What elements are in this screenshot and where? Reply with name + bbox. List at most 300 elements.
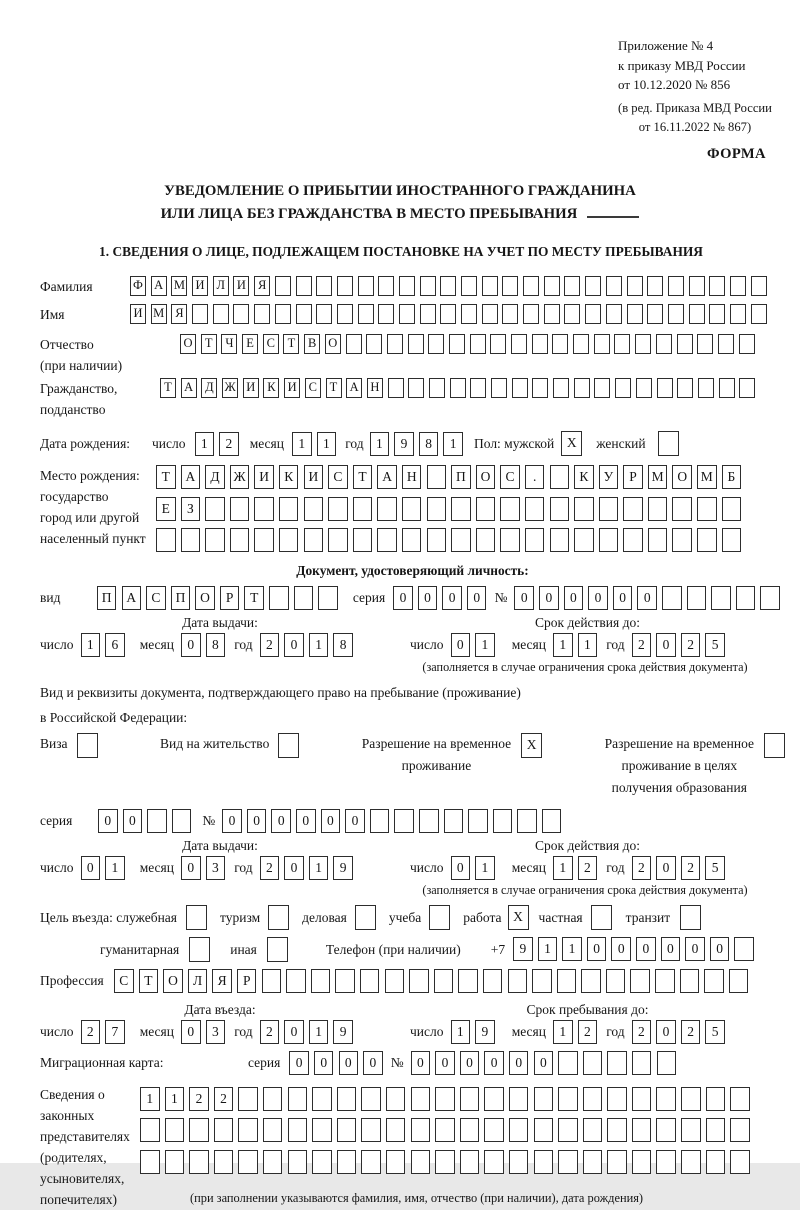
- char-cell[interactable]: [647, 276, 663, 296]
- char-cell[interactable]: [192, 304, 208, 324]
- char-cell[interactable]: Д: [201, 378, 217, 398]
- char-cell[interactable]: [165, 1118, 185, 1142]
- char-cell[interactable]: [370, 809, 390, 833]
- char-cell[interactable]: [632, 1150, 652, 1174]
- char-cell[interactable]: [427, 465, 447, 489]
- char-cell[interactable]: [165, 1150, 185, 1174]
- char-cell[interactable]: 0: [271, 809, 291, 833]
- char-cell[interactable]: [599, 497, 619, 521]
- char-cell[interactable]: 0: [314, 1051, 334, 1075]
- char-cell[interactable]: А: [346, 378, 362, 398]
- char-cell[interactable]: [706, 1118, 726, 1142]
- char-cell[interactable]: Ж: [230, 465, 250, 489]
- char-cell[interactable]: Р: [220, 586, 240, 610]
- char-cell[interactable]: [189, 1118, 209, 1142]
- char-cell[interactable]: И: [254, 465, 274, 489]
- char-cell[interactable]: [558, 1150, 578, 1174]
- char-cell[interactable]: [632, 1051, 652, 1075]
- checkbox-purpose-other[interactable]: [267, 937, 288, 962]
- char-cell[interactable]: О: [163, 969, 183, 993]
- char-cell[interactable]: Е: [156, 497, 176, 521]
- char-cell[interactable]: [558, 1118, 578, 1142]
- char-cell[interactable]: [534, 1118, 554, 1142]
- char-cell[interactable]: [181, 528, 201, 552]
- char-cell[interactable]: 0: [460, 1051, 480, 1075]
- char-cell[interactable]: [140, 1150, 160, 1174]
- char-cell[interactable]: [408, 334, 424, 354]
- char-cell[interactable]: [484, 1118, 504, 1142]
- char-cell[interactable]: [656, 1150, 676, 1174]
- char-cell[interactable]: [525, 528, 545, 552]
- char-cell[interactable]: [583, 1118, 603, 1142]
- char-cell[interactable]: [316, 304, 332, 324]
- char-cell[interactable]: [509, 1150, 529, 1174]
- char-cell[interactable]: [238, 1150, 258, 1174]
- char-cell[interactable]: Т: [201, 334, 217, 354]
- char-cell[interactable]: [385, 969, 405, 993]
- char-cell[interactable]: 2: [578, 856, 598, 880]
- char-cell[interactable]: [607, 1118, 627, 1142]
- char-cell[interactable]: 0: [613, 586, 633, 610]
- char-cell[interactable]: 0: [611, 937, 631, 961]
- char-cell[interactable]: [711, 586, 731, 610]
- char-cell[interactable]: [233, 304, 249, 324]
- char-cell[interactable]: [440, 304, 456, 324]
- char-cell[interactable]: 1: [370, 432, 390, 456]
- char-cell[interactable]: П: [171, 586, 191, 610]
- char-cell[interactable]: А: [151, 276, 167, 296]
- char-cell[interactable]: [483, 969, 503, 993]
- char-cell[interactable]: [429, 378, 445, 398]
- char-cell[interactable]: 2: [260, 856, 280, 880]
- char-cell[interactable]: М: [171, 276, 187, 296]
- checkbox-temp-residence-edu[interactable]: [764, 733, 785, 758]
- char-cell[interactable]: [697, 334, 713, 354]
- char-cell[interactable]: 0: [656, 856, 676, 880]
- char-cell[interactable]: 0: [123, 809, 143, 833]
- char-cell[interactable]: [689, 304, 705, 324]
- char-cell[interactable]: [656, 1118, 676, 1142]
- char-cell[interactable]: [435, 1087, 455, 1111]
- char-cell[interactable]: 0: [451, 856, 471, 880]
- char-cell[interactable]: 9: [333, 856, 353, 880]
- char-cell[interactable]: 9: [513, 937, 533, 961]
- char-cell[interactable]: [328, 497, 348, 521]
- char-cell[interactable]: О: [180, 334, 196, 354]
- char-cell[interactable]: И: [243, 378, 259, 398]
- char-cell[interactable]: [361, 1087, 381, 1111]
- char-cell[interactable]: [647, 304, 663, 324]
- char-cell[interactable]: [378, 304, 394, 324]
- char-cell[interactable]: [238, 1118, 258, 1142]
- char-cell[interactable]: [502, 304, 518, 324]
- char-cell[interactable]: 7: [105, 1020, 125, 1044]
- char-cell[interactable]: [490, 334, 506, 354]
- char-cell[interactable]: [718, 334, 734, 354]
- char-cell[interactable]: [394, 809, 414, 833]
- char-cell[interactable]: [296, 304, 312, 324]
- char-cell[interactable]: [532, 334, 548, 354]
- char-cell[interactable]: [550, 465, 570, 489]
- char-cell[interactable]: 1: [451, 1020, 471, 1044]
- char-cell[interactable]: [681, 1118, 701, 1142]
- char-cell[interactable]: [460, 1118, 480, 1142]
- char-cell[interactable]: [482, 304, 498, 324]
- char-cell[interactable]: [730, 304, 746, 324]
- char-cell[interactable]: [677, 334, 693, 354]
- char-cell[interactable]: [657, 378, 673, 398]
- char-cell[interactable]: [337, 1118, 357, 1142]
- char-cell[interactable]: Л: [213, 276, 229, 296]
- char-cell[interactable]: [189, 1150, 209, 1174]
- char-cell[interactable]: [509, 1118, 529, 1142]
- char-cell[interactable]: 0: [661, 937, 681, 961]
- checkbox-visa[interactable]: [77, 733, 98, 758]
- char-cell[interactable]: [511, 334, 527, 354]
- char-cell[interactable]: [337, 1150, 357, 1174]
- char-cell[interactable]: [279, 497, 299, 521]
- char-cell[interactable]: [680, 969, 700, 993]
- checkbox-purpose-study[interactable]: [429, 905, 450, 930]
- char-cell[interactable]: 2: [632, 633, 652, 657]
- char-cell[interactable]: 2: [681, 633, 701, 657]
- char-cell[interactable]: С: [146, 586, 166, 610]
- char-cell[interactable]: С: [500, 465, 520, 489]
- char-cell[interactable]: [542, 809, 562, 833]
- char-cell[interactable]: [706, 1087, 726, 1111]
- checkbox-purpose-transit[interactable]: [680, 905, 701, 930]
- char-cell[interactable]: [408, 378, 424, 398]
- char-cell[interactable]: 0: [296, 809, 316, 833]
- char-cell[interactable]: [358, 276, 374, 296]
- char-cell[interactable]: К: [263, 378, 279, 398]
- char-cell[interactable]: [263, 1118, 283, 1142]
- char-cell[interactable]: [263, 1150, 283, 1174]
- char-cell[interactable]: 0: [393, 586, 413, 610]
- char-cell[interactable]: [606, 969, 626, 993]
- char-cell[interactable]: Т: [139, 969, 159, 993]
- char-cell[interactable]: 1: [140, 1087, 160, 1111]
- char-cell[interactable]: 0: [181, 633, 201, 657]
- char-cell[interactable]: [482, 276, 498, 296]
- char-cell[interactable]: 0: [509, 1051, 529, 1075]
- char-cell[interactable]: [544, 276, 560, 296]
- char-cell[interactable]: [286, 969, 306, 993]
- char-cell[interactable]: А: [181, 465, 201, 489]
- checkbox-sex-male[interactable]: X: [561, 431, 582, 456]
- checkbox-purpose-humanitarian[interactable]: [189, 937, 210, 962]
- char-cell[interactable]: [668, 304, 684, 324]
- char-cell[interactable]: [288, 1150, 308, 1174]
- char-cell[interactable]: [508, 969, 528, 993]
- char-cell[interactable]: [544, 304, 560, 324]
- char-cell[interactable]: Н: [402, 465, 422, 489]
- char-cell[interactable]: [730, 1150, 750, 1174]
- char-cell[interactable]: [311, 969, 331, 993]
- char-cell[interactable]: [657, 1051, 677, 1075]
- char-cell[interactable]: 0: [181, 1020, 201, 1044]
- char-cell[interactable]: [214, 1150, 234, 1174]
- char-cell[interactable]: [607, 1087, 627, 1111]
- char-cell[interactable]: [451, 497, 471, 521]
- char-cell[interactable]: [411, 1118, 431, 1142]
- char-cell[interactable]: 0: [588, 586, 608, 610]
- char-cell[interactable]: [632, 1118, 652, 1142]
- char-cell[interactable]: 0: [435, 1051, 455, 1075]
- char-cell[interactable]: Я: [254, 276, 270, 296]
- char-cell[interactable]: П: [97, 586, 117, 610]
- char-cell[interactable]: М: [697, 465, 717, 489]
- char-cell[interactable]: [387, 334, 403, 354]
- char-cell[interactable]: [525, 497, 545, 521]
- char-cell[interactable]: [534, 1087, 554, 1111]
- char-cell[interactable]: [636, 378, 652, 398]
- char-cell[interactable]: 1: [475, 856, 495, 880]
- char-cell[interactable]: [677, 378, 693, 398]
- char-cell[interactable]: [719, 378, 735, 398]
- char-cell[interactable]: [460, 1150, 480, 1174]
- char-cell[interactable]: [697, 497, 717, 521]
- char-cell[interactable]: 1: [81, 633, 101, 657]
- char-cell[interactable]: М: [648, 465, 668, 489]
- char-cell[interactable]: 1: [553, 1020, 573, 1044]
- char-cell[interactable]: [470, 378, 486, 398]
- char-cell[interactable]: [304, 528, 324, 552]
- char-cell[interactable]: [557, 969, 577, 993]
- char-cell[interactable]: 2: [214, 1087, 234, 1111]
- char-cell[interactable]: [318, 586, 338, 610]
- char-cell[interactable]: 0: [534, 1051, 554, 1075]
- char-cell[interactable]: [730, 1087, 750, 1111]
- char-cell[interactable]: [377, 528, 397, 552]
- char-cell[interactable]: О: [476, 465, 496, 489]
- char-cell[interactable]: Т: [353, 465, 373, 489]
- char-cell[interactable]: [296, 276, 312, 296]
- char-cell[interactable]: 1: [578, 633, 598, 657]
- char-cell[interactable]: [523, 276, 539, 296]
- char-cell[interactable]: [360, 969, 380, 993]
- char-cell[interactable]: [427, 497, 447, 521]
- char-cell[interactable]: О: [325, 334, 341, 354]
- char-cell[interactable]: [435, 1150, 455, 1174]
- char-cell[interactable]: [279, 528, 299, 552]
- char-cell[interactable]: [606, 304, 622, 324]
- char-cell[interactable]: [581, 969, 601, 993]
- char-cell[interactable]: 2: [681, 856, 701, 880]
- char-cell[interactable]: [662, 586, 682, 610]
- char-cell[interactable]: [627, 304, 643, 324]
- char-cell[interactable]: [681, 1150, 701, 1174]
- char-cell[interactable]: О: [672, 465, 692, 489]
- char-cell[interactable]: [461, 304, 477, 324]
- char-cell[interactable]: 1: [562, 937, 582, 961]
- char-cell[interactable]: Л: [188, 969, 208, 993]
- char-cell[interactable]: [312, 1150, 332, 1174]
- char-cell[interactable]: [316, 276, 332, 296]
- char-cell[interactable]: 0: [363, 1051, 383, 1075]
- char-cell[interactable]: [358, 304, 374, 324]
- char-cell[interactable]: Ф: [130, 276, 146, 296]
- char-cell[interactable]: [517, 809, 537, 833]
- char-cell[interactable]: И: [284, 378, 300, 398]
- char-cell[interactable]: [760, 586, 780, 610]
- char-cell[interactable]: [534, 1150, 554, 1174]
- char-cell[interactable]: 2: [81, 1020, 101, 1044]
- char-cell[interactable]: [140, 1118, 160, 1142]
- char-cell[interactable]: Т: [244, 586, 264, 610]
- char-cell[interactable]: [532, 969, 552, 993]
- char-cell[interactable]: [706, 1150, 726, 1174]
- char-cell[interactable]: 1: [309, 856, 329, 880]
- char-cell[interactable]: 0: [98, 809, 118, 833]
- char-cell[interactable]: [312, 1118, 332, 1142]
- char-cell[interactable]: [614, 334, 630, 354]
- char-cell[interactable]: [335, 969, 355, 993]
- char-cell[interactable]: [697, 528, 717, 552]
- char-cell[interactable]: [574, 378, 590, 398]
- char-cell[interactable]: [672, 528, 692, 552]
- char-cell[interactable]: [493, 809, 513, 833]
- char-cell[interactable]: А: [122, 586, 142, 610]
- char-cell[interactable]: [594, 334, 610, 354]
- char-cell[interactable]: Т: [156, 465, 176, 489]
- char-cell[interactable]: [420, 304, 436, 324]
- char-cell[interactable]: [214, 1118, 234, 1142]
- char-cell[interactable]: [574, 528, 594, 552]
- char-cell[interactable]: 1: [317, 432, 337, 456]
- char-cell[interactable]: [632, 1087, 652, 1111]
- char-cell[interactable]: 1: [538, 937, 558, 961]
- char-cell[interactable]: 2: [260, 633, 280, 657]
- char-cell[interactable]: 0: [637, 586, 657, 610]
- char-cell[interactable]: У: [599, 465, 619, 489]
- char-cell[interactable]: 1: [553, 856, 573, 880]
- char-cell[interactable]: [377, 497, 397, 521]
- char-cell[interactable]: [353, 497, 373, 521]
- char-cell[interactable]: [736, 586, 756, 610]
- char-cell[interactable]: [585, 276, 601, 296]
- char-cell[interactable]: 0: [685, 937, 705, 961]
- char-cell[interactable]: [205, 528, 225, 552]
- char-cell[interactable]: А: [377, 465, 397, 489]
- char-cell[interactable]: [722, 528, 742, 552]
- char-cell[interactable]: [558, 1051, 578, 1075]
- char-cell[interactable]: [399, 276, 415, 296]
- char-cell[interactable]: Б: [722, 465, 742, 489]
- char-cell[interactable]: [672, 497, 692, 521]
- char-cell[interactable]: 0: [656, 633, 676, 657]
- char-cell[interactable]: [668, 276, 684, 296]
- char-cell[interactable]: [230, 528, 250, 552]
- char-cell[interactable]: [594, 378, 610, 398]
- char-cell[interactable]: 9: [394, 432, 414, 456]
- char-cell[interactable]: [440, 276, 456, 296]
- char-cell[interactable]: [739, 334, 755, 354]
- char-cell[interactable]: В: [304, 334, 320, 354]
- char-cell[interactable]: Т: [283, 334, 299, 354]
- char-cell[interactable]: 0: [467, 586, 487, 610]
- char-cell[interactable]: [739, 378, 755, 398]
- char-cell[interactable]: [730, 276, 746, 296]
- char-cell[interactable]: [709, 304, 725, 324]
- char-cell[interactable]: [550, 528, 570, 552]
- char-cell[interactable]: 1: [475, 633, 495, 657]
- char-cell[interactable]: Р: [623, 465, 643, 489]
- char-cell[interactable]: [435, 1118, 455, 1142]
- char-cell[interactable]: [386, 1150, 406, 1174]
- char-cell[interactable]: И: [192, 276, 208, 296]
- char-cell[interactable]: [288, 1118, 308, 1142]
- char-cell[interactable]: [411, 1150, 431, 1174]
- char-cell[interactable]: [420, 276, 436, 296]
- char-cell[interactable]: 0: [284, 856, 304, 880]
- char-cell[interactable]: [689, 276, 705, 296]
- char-cell[interactable]: [730, 1118, 750, 1142]
- char-cell[interactable]: [353, 528, 373, 552]
- char-cell[interactable]: [509, 1087, 529, 1111]
- char-cell[interactable]: [450, 378, 466, 398]
- char-cell[interactable]: [409, 969, 429, 993]
- char-cell[interactable]: З: [181, 497, 201, 521]
- char-cell[interactable]: [502, 276, 518, 296]
- checkbox-purpose-private[interactable]: [591, 905, 612, 930]
- char-cell[interactable]: .: [525, 465, 545, 489]
- char-cell[interactable]: 0: [484, 1051, 504, 1075]
- char-cell[interactable]: 0: [656, 1020, 676, 1044]
- char-cell[interactable]: 5: [705, 856, 725, 880]
- char-cell[interactable]: [655, 969, 675, 993]
- char-cell[interactable]: [386, 1087, 406, 1111]
- char-cell[interactable]: [458, 969, 478, 993]
- char-cell[interactable]: 0: [222, 809, 242, 833]
- char-cell[interactable]: [564, 304, 580, 324]
- char-cell[interactable]: [574, 497, 594, 521]
- char-cell[interactable]: А: [181, 378, 197, 398]
- char-cell[interactable]: [550, 497, 570, 521]
- char-cell[interactable]: [346, 334, 362, 354]
- char-cell[interactable]: 8: [333, 633, 353, 657]
- char-cell[interactable]: [262, 969, 282, 993]
- char-cell[interactable]: [444, 809, 464, 833]
- checkbox-purpose-work[interactable]: X: [508, 905, 529, 930]
- char-cell[interactable]: [648, 528, 668, 552]
- char-cell[interactable]: Т: [326, 378, 342, 398]
- char-cell[interactable]: Н: [367, 378, 383, 398]
- char-cell[interactable]: [599, 528, 619, 552]
- char-cell[interactable]: 3: [206, 856, 226, 880]
- checkbox-purpose-tourism[interactable]: [268, 905, 289, 930]
- char-cell[interactable]: [627, 276, 643, 296]
- char-cell[interactable]: Д: [205, 465, 225, 489]
- char-cell[interactable]: [512, 378, 528, 398]
- char-cell[interactable]: 0: [339, 1051, 359, 1075]
- char-cell[interactable]: [361, 1150, 381, 1174]
- char-cell[interactable]: [709, 276, 725, 296]
- char-cell[interactable]: [328, 528, 348, 552]
- char-cell[interactable]: К: [279, 465, 299, 489]
- char-cell[interactable]: 1: [443, 432, 463, 456]
- char-cell[interactable]: [583, 1087, 603, 1111]
- char-cell[interactable]: [294, 586, 314, 610]
- char-cell[interactable]: [468, 809, 488, 833]
- checkbox-purpose-official[interactable]: [186, 905, 207, 930]
- char-cell[interactable]: [399, 304, 415, 324]
- char-cell[interactable]: 0: [442, 586, 462, 610]
- char-cell[interactable]: 0: [289, 1051, 309, 1075]
- char-cell[interactable]: [751, 304, 767, 324]
- char-cell[interactable]: [386, 1118, 406, 1142]
- char-cell[interactable]: [451, 528, 471, 552]
